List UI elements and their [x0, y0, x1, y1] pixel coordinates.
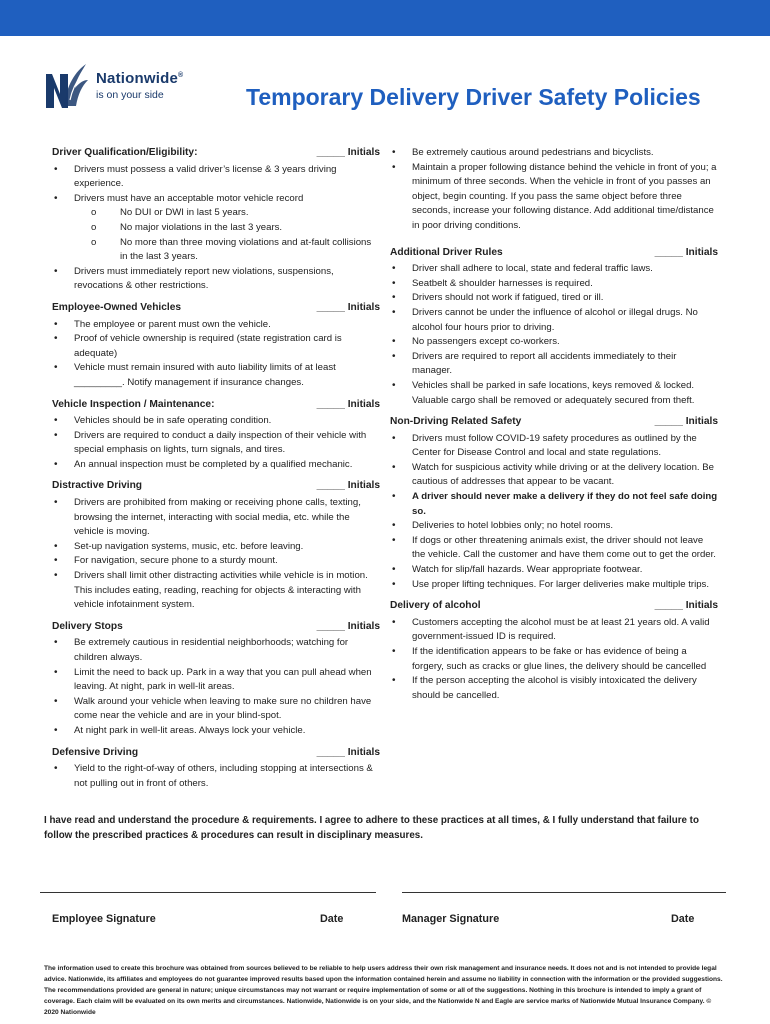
policy-section — [52, 479, 380, 612]
initials-field[interactable]: _____ Initials — [316, 480, 380, 492]
list-item-text: An annual inspection must be completed by a qualified mechanic. — [74, 458, 353, 470]
list-item-text: Drivers are required to report all accidents immediately to their manager. — [412, 350, 677, 377]
list-item-text: Seatbelt & shoulder harnesses is required. — [412, 277, 593, 289]
section-header — [52, 746, 380, 761]
right-column — [390, 146, 718, 710]
section-header — [390, 246, 718, 261]
list-item — [52, 192, 380, 265]
section-header — [390, 599, 718, 614]
list-item — [390, 161, 718, 234]
disclaimer-text: The information used to create this brochure was obtained from sources believed to be reliable to help users address their own risk management and insurance needs. It does not and is not intended to provide legal advice. Nationwide, its affiliates and employees do not guarantee improved results based upon the information contained herein and assume no liability in connection with the information or the provided suggestions. The recommendations provided are general in nature; unique circumstances may not warrant or require implementation of some or all of the suggestions. Nothing in this brochure is intended to imply a grant of coverage. Each claim will be evaluated on its own merits and circumstances. Nationwide, Nationwide is on your side, and the Nationwide N and Eagle are service marks of Nationwide Mutual Insurance Company. © 2020 Nationwide — [44, 965, 723, 1016]
bullet-list — [390, 432, 718, 593]
section-header — [52, 398, 380, 413]
policy-section — [52, 398, 380, 473]
bullet-list — [390, 262, 718, 408]
top-banner — [0, 0, 770, 36]
section-heading: Defensive Driving — [52, 746, 139, 758]
list-item — [390, 461, 718, 490]
list-item-text: No passengers except co-workers. — [412, 336, 560, 348]
manager-signature-label: Manager Signature — [402, 913, 500, 925]
list-item-text: Customers accepting the alcohol must be at least 21 years old. A valid government-issued ID is required. — [412, 616, 710, 643]
policy-section — [390, 599, 718, 703]
sub-list-item-text: No more than three moving violations and at-fault collisions in the last 3 years. — [120, 236, 372, 263]
list-item-text: Maintain a proper following distance behind the vehicle in front of you; a minimum of three seconds. When the vehicle in front of you passes an object, begin counting. If you pass the same object before three seconds, increase your following distance. Add additional time/distance in poor driving conditions. — [412, 161, 717, 231]
list-item — [390, 645, 718, 674]
employee-signature-label: Employee Signature — [52, 913, 156, 925]
list-item-text: If dogs or other threatening animals exist, the driver should not leave the vehicle. Call the customer and have them come out to get the order. — [412, 534, 716, 561]
list-item — [52, 429, 380, 458]
list-item — [390, 335, 718, 350]
sub-list-item — [74, 236, 380, 265]
list-item — [52, 554, 380, 569]
section-heading: Delivery of alcohol — [390, 600, 481, 612]
section-header — [52, 620, 380, 635]
list-item-text: Watch for suspicious activity while driving or at the delivery location. Be cautious of addresses that appear to be vacant. — [412, 461, 714, 488]
list-item — [390, 519, 718, 534]
list-item — [52, 666, 380, 695]
acknowledgement-text: I have read and understand the procedure & requirements. I agree to adhere to these practices at all times, & I fully understand that failure to follow the prescribed practices & procedures can result in disciplinary measures. — [44, 815, 699, 841]
initials-field[interactable]: _____ Initials — [316, 147, 380, 158]
sub-bullet-marker: o — [91, 207, 97, 219]
list-item-text: Vehicles should be in safe operating condition. — [74, 415, 272, 427]
list-item-text: Limit the need to back up. Park in a way that you can pull ahead when leaving. At night, park in well-lit areas. — [74, 666, 372, 693]
sub-bullet-marker: o — [91, 221, 97, 233]
list-item-text: If the identification appears to be fake or has evidence of being a forgery, such as cracks or glue lines, the delivery should be cancelled — [412, 646, 707, 672]
section-heading: Additional Driver Rules — [390, 246, 503, 258]
list-item-text: Vehicle must remain insured with auto liability limits of at least _________. Notify management if insurance changes. — [74, 362, 336, 388]
left-column — [52, 146, 380, 798]
manager-signature-line[interactable] — [402, 892, 726, 893]
employee-date-label: Date — [320, 913, 344, 925]
page-title: Temporary Delivery Driver Safety Policies — [246, 84, 701, 110]
nationwide-logo — [42, 60, 202, 112]
list-item-text: Yield to the right-of-way of others, including stopping at intersections & not pulling out in front of others. — [74, 763, 373, 789]
list-item-text: Use proper lifting techniques. For larger deliveries make multiple trips. — [412, 578, 709, 590]
bullet-list — [390, 146, 718, 234]
list-item — [52, 163, 380, 192]
logo-wordmark: Nationwide® — [96, 70, 184, 87]
initials-field[interactable]: _____ Initials — [654, 416, 718, 428]
list-item — [52, 636, 380, 665]
sub-list-item — [74, 221, 380, 236]
list-item — [52, 569, 380, 613]
section-header — [52, 479, 380, 494]
bullet-list — [52, 636, 380, 738]
initials-field[interactable]: _____ Initials — [316, 398, 380, 410]
section-heading: Distractive Driving — [52, 480, 143, 492]
list-item — [52, 496, 380, 540]
list-item-text: Drivers cannot be under the influence of alcohol or illegal drugs. No alcohol four hours prior to driving. — [412, 306, 698, 333]
list-item — [390, 291, 718, 306]
list-item-text: At night park in well-lit areas. Always lock your vehicle. — [74, 724, 306, 736]
list-item — [390, 432, 718, 461]
list-item — [52, 265, 380, 294]
list-item — [390, 379, 718, 408]
policy-section — [52, 146, 380, 294]
list-item-text: Drivers shall limit other distracting activities while vehicle is in motion. This includes eating, reading, reaching for objects & interacting with vehicle infotainment system. — [74, 570, 368, 611]
bullet-list — [52, 163, 380, 294]
list-item — [390, 146, 718, 161]
section-heading: Employee-Owned Vehicles — [52, 301, 182, 313]
list-item-text: Drivers must immediately report new violations, suspensions, revocations & other restrictions. — [74, 265, 334, 292]
list-item-text: Driver shall adhere to local, state and federal traffic laws. — [412, 263, 653, 275]
section-heading: Non-Driving Related Safety — [390, 416, 522, 428]
bullet-list — [52, 496, 380, 613]
list-item — [52, 458, 380, 473]
eagle-n-icon — [42, 60, 90, 112]
list-item-text: Drivers should not work if fatigued, tired or ill. — [412, 292, 604, 304]
list-item — [52, 724, 380, 739]
bullet-list — [52, 414, 380, 472]
sub-list-item — [74, 206, 380, 221]
bullet-list — [52, 762, 380, 791]
policy-section — [52, 746, 380, 792]
list-item — [390, 306, 718, 335]
list-item — [390, 616, 718, 645]
policy-section — [52, 620, 380, 739]
bullet-list — [52, 318, 380, 391]
list-item-text: Proof of vehicle ownership is required (state registration card is adequate) — [74, 333, 342, 359]
list-item — [52, 540, 380, 555]
list-item — [390, 563, 718, 578]
list-item-text: Set-up navigation systems, music, etc. before leaving. — [74, 540, 304, 552]
bullet-list — [390, 616, 718, 704]
policy-section — [390, 246, 718, 409]
list-item-text: For navigation, secure phone to a sturdy mount. — [74, 555, 278, 567]
sub-bullet-marker: o — [91, 236, 97, 248]
section-heading: Driver Qualification/Eligibility: — [52, 147, 198, 158]
sub-list — [74, 206, 380, 264]
section-header — [390, 415, 718, 430]
initials-field[interactable]: _____ Initials — [654, 600, 718, 612]
list-item — [390, 350, 718, 379]
list-item — [52, 414, 380, 429]
logo-tagline: is on your side — [96, 89, 164, 101]
list-item-text: Drivers are required to conduct a daily inspection of their vehicle with special emphasis on lights, turn signals, and tires. — [74, 429, 367, 456]
sub-list-item-text: No DUI or DWI in last 5 years. — [120, 207, 249, 219]
sub-list-item-text: No major violations in the last 3 years. — [120, 221, 283, 233]
list-item-text: Deliveries to hotel lobbies only; no hotel rooms. — [412, 520, 614, 532]
list-item — [52, 695, 380, 724]
initials-field[interactable]: _____ Initials — [316, 746, 380, 758]
list-item-text: Watch for slip/fall hazards. Wear appropriate footwear. — [412, 564, 643, 576]
list-item — [390, 578, 718, 593]
list-item — [390, 277, 718, 292]
initials-field[interactable]: _____ Initials — [654, 246, 718, 258]
policy-section — [390, 415, 718, 592]
list-item-text: If the person accepting the alcohol is visibly intoxicated the delivery should be cancelled. — [412, 675, 697, 701]
employee-signature-line[interactable] — [40, 892, 376, 893]
list-item — [52, 361, 380, 390]
list-item-text: Drivers are prohibited from making or receiving phone calls, texting, browsing the internet, interacting with social media, etc. while the vehicle is moving. — [74, 497, 361, 538]
list-item — [390, 534, 718, 563]
section-header — [52, 301, 380, 316]
list-item-text: A driver should never make a delivery if they do not feel safe doing so. — [412, 491, 718, 517]
list-item-text: Walk around your vehicle when leaving to make sure no children have come near the vehicle and are in your blind-spot. — [74, 695, 372, 722]
list-item — [390, 262, 718, 277]
section-header — [52, 146, 380, 161]
list-item — [52, 318, 380, 333]
list-item — [390, 674, 718, 703]
initials-field[interactable]: _____ Initials — [316, 301, 380, 313]
list-item-text: Drivers must follow COVID-19 safety procedures as outlined by the Center for Disease Control and local and state regulations. — [412, 432, 697, 459]
policy-section — [390, 146, 718, 234]
list-item — [390, 490, 718, 519]
section-heading: Delivery Stops — [52, 620, 123, 632]
section-heading: Vehicle Inspection / Maintenance: — [52, 398, 215, 410]
list-item — [52, 762, 380, 791]
list-item-text: Drivers must have an acceptable motor vehicle record — [74, 192, 304, 204]
manager-date-label: Date — [671, 913, 695, 925]
list-item-text: Drivers must possess a valid driver’s license & 3 years driving experience. — [74, 163, 337, 190]
list-item — [52, 332, 380, 361]
initials-field[interactable]: _____ Initials — [316, 620, 380, 632]
list-item-text: Be extremely cautious in residential neighborhoods; watching for children always. — [74, 637, 349, 663]
list-item-text: The employee or parent must own the vehicle. — [74, 318, 271, 330]
policy-section — [52, 301, 380, 391]
list-item-text: Vehicles shall be parked in safe locations, keys removed & locked. Valuable cargo shall be removed or adequately secured from theft. — [412, 379, 695, 406]
list-item-text: Be extremely cautious around pedestrians and bicyclists. — [412, 147, 654, 158]
